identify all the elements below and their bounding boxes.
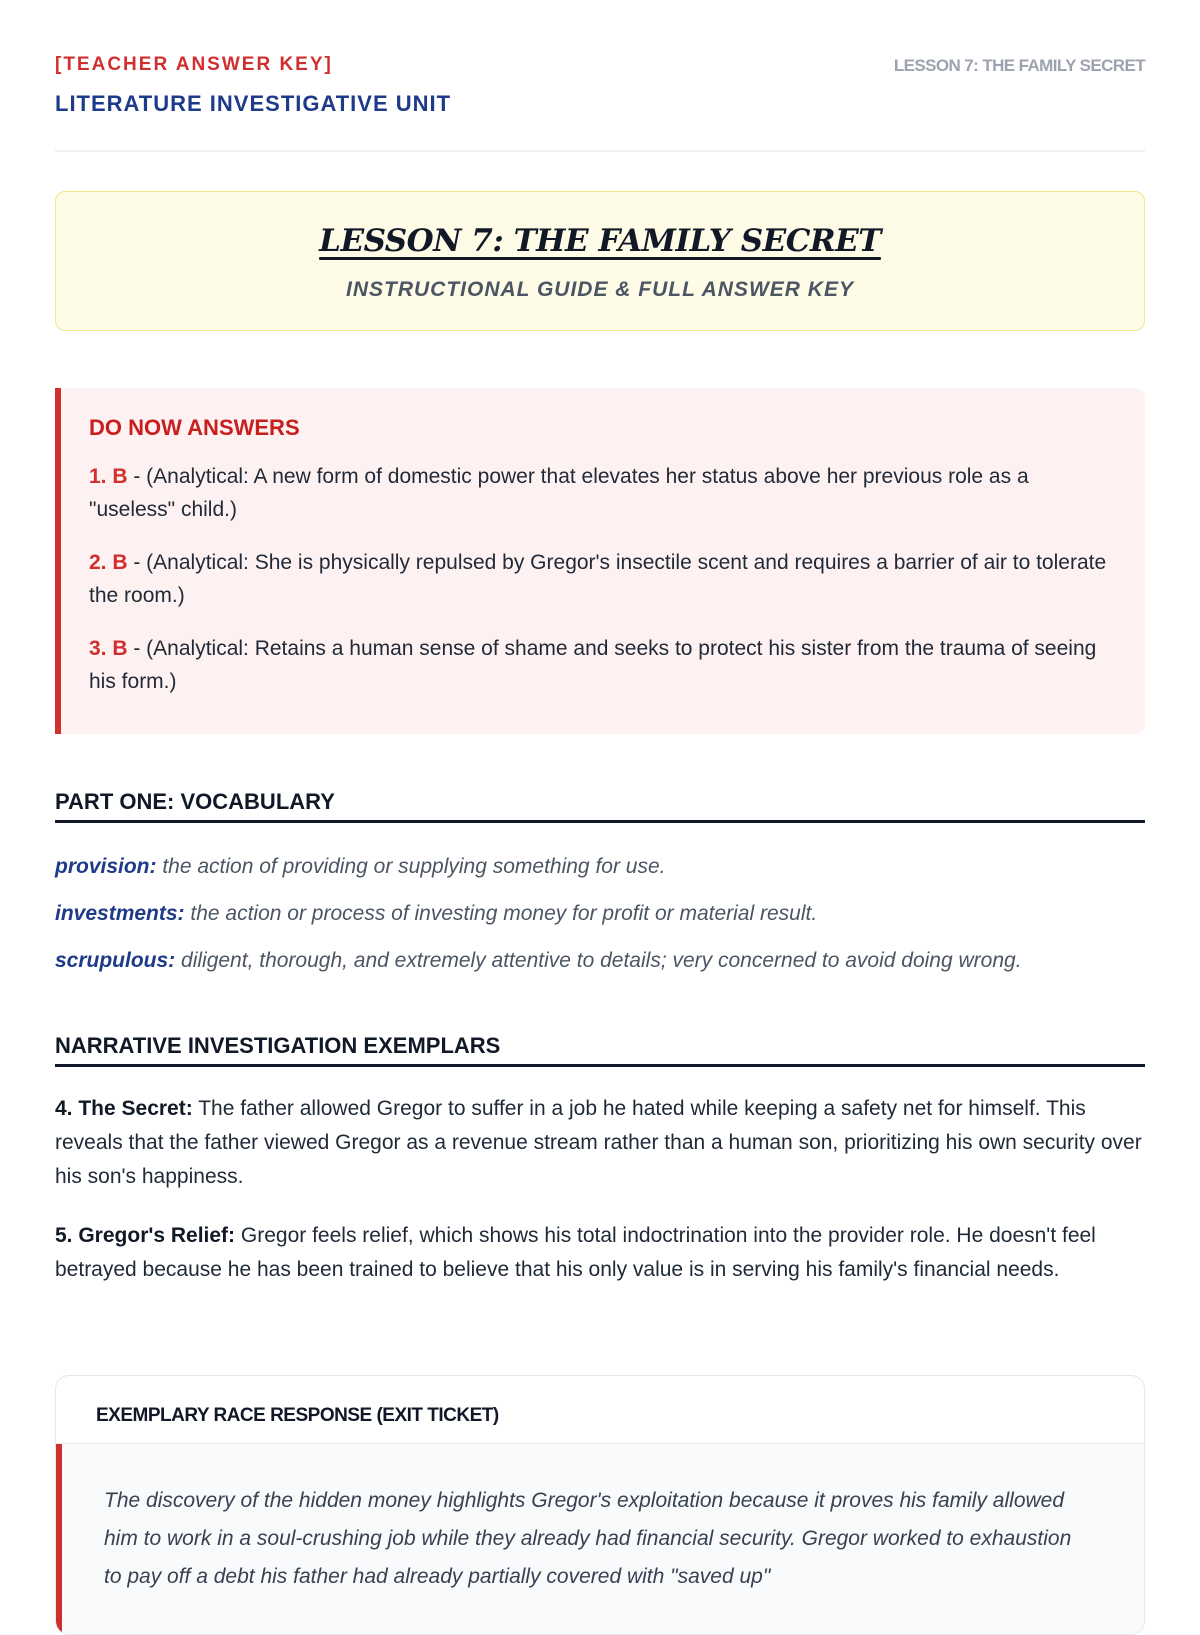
answer-letter: 3. B — [89, 637, 128, 660]
unit-title: LITERATURE INVESTIGATIVE UNIT — [55, 91, 452, 116]
exemplar-text: The father allowed Gregor to suffer in a job he hated while keeping a safety net for himself. This reveals that the father viewed Gregor as a revenue stream rather than a human son, prioritizing his own security over his son's happiness. — [55, 1097, 1142, 1188]
narrative-exemplar — [55, 1092, 1145, 1194]
document-header — [55, 0, 1145, 152]
vocab-item — [55, 855, 1145, 879]
answer-explanation: - (Analytical: Retains a human sense of shame and seeks to protect his sister from the trauma of seeing his form.) — [89, 637, 1097, 693]
vocabulary-heading: PART ONE: VOCABULARY — [55, 789, 1145, 823]
vocab-definition: the action or process of investing money for profit or material result. — [184, 902, 818, 925]
do-now-item — [89, 460, 1115, 526]
answer-explanation: - (Analytical: A new form of domestic power that elevates her status above her previous role as a "useless" child.) — [89, 465, 1029, 521]
title-box — [55, 191, 1145, 331]
exemplar-text: Gregor feels relief, which shows his total indoctrination into the provider role. He doesn't feel betrayed because he has been trained to believe that his only value is in serving his family's financial needs. — [55, 1224, 1096, 1281]
lesson-title: LESSON 7: THE FAMILY SECRET — [319, 223, 881, 259]
lesson-subtitle: INSTRUCTIONAL GUIDE & FULL ANSWER KEY — [346, 278, 854, 301]
do-now-item — [89, 546, 1115, 612]
vocab-term: investments: — [55, 902, 185, 925]
exit-ticket-response: The discovery of the hidden money highlights Gregor's exploitation because it proves his family allowed him to work in a soul-crushing job while they already had financial security. Gregor worked to exhaustion to pay off a debt his father had already partially covered with "saved up" — [56, 1444, 1144, 1635]
vocab-item — [55, 902, 1145, 926]
exit-ticket-heading: EXEMPLARY RACE RESPONSE (EXIT TICKET) — [56, 1376, 1144, 1444]
vocab-term: scrupulous: — [55, 949, 176, 972]
answer-letter: 1. B — [89, 465, 128, 488]
answer-letter: 2. B — [89, 551, 128, 574]
exemplar-label: 5. Gregor's Relief: — [55, 1224, 236, 1247]
answer-key-tag: [TEACHER ANSWER KEY] — [55, 54, 333, 75]
vocab-term: provision: — [55, 855, 157, 878]
answer-explanation: - (Analytical: She is physically repulsed by Gregor's insectile scent and requires a barrier of air to tolerate the room.) — [89, 551, 1107, 607]
lesson-label: LESSON 7: THE FAMILY SECRET — [893, 56, 1145, 75]
do-now-answers — [55, 388, 1145, 734]
narrative-heading: NARRATIVE INVESTIGATION EXEMPLARS — [55, 1033, 1145, 1067]
exemplar-label: 4. The Secret: — [55, 1097, 193, 1120]
narrative-exemplar — [55, 1219, 1145, 1287]
do-now-heading: DO NOW ANSWERS — [89, 415, 300, 440]
vocab-definition: diligent, thorough, and extremely attentive to details; very concerned to avoid doing wrong. — [175, 949, 1022, 972]
do-now-item — [89, 632, 1115, 698]
exit-ticket-card — [55, 1375, 1145, 1635]
vocab-definition: the action of providing or supplying something for use. — [156, 855, 666, 878]
vocab-item — [55, 949, 1145, 973]
